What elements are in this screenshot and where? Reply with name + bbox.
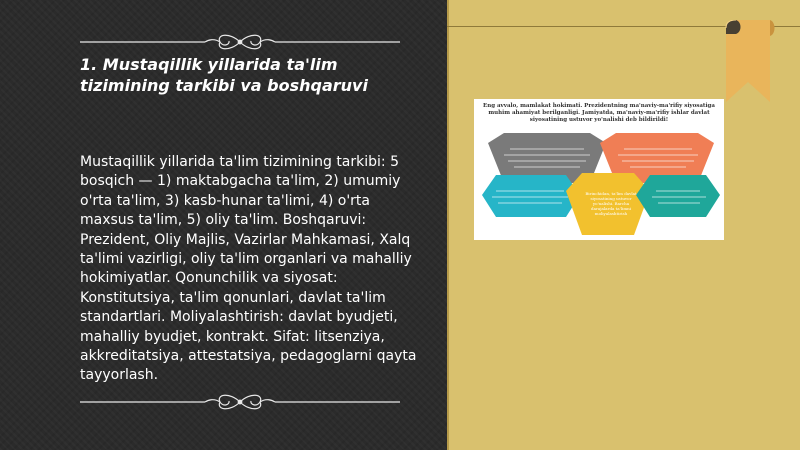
panel-divider xyxy=(447,0,449,450)
hexagon-diagram xyxy=(474,99,724,240)
slide-title: 1. Mustaqillik yillarida ta'lim tizimining tarkibi va boshqaruvi xyxy=(80,55,368,95)
hex-teal xyxy=(636,175,720,217)
scroll-flourish-icon xyxy=(80,30,400,54)
bookmark-ribbon-icon xyxy=(720,20,776,102)
infographic-caption: Eng avvalo, mamlakat hokimati. Prezidentning ma'naviy-ma'rifiy siyosatiga muhim ahamiyat berilganligi. Jamiyatda, ma'naviy-ma'rifiy ishlar davlat siyosatining ustuvor yo'nalishi deb bildirildi! xyxy=(483,103,715,123)
hex-blue xyxy=(482,175,580,217)
slide-body-text: Mustaqillik yillarida ta'lim tizimining tarkibi: 5 bosqich — 1) maktabgacha ta'lim, 2) umumiy o'rta ta'lim, 3) kasb-hunar ta'limi, 4) o'rta maxsus ta'lim, 5) oliy ta'lim. Boshqaruvi: Prezident, Oliy Majlis, Vazirlar Mahkamasi, Xalq ta'limi vazirligi, oliy ta'lim organlari va mahalliy hokimiyatlar. Qonunchilik va siyosat: Konstitutsiya, ta'lim qonunlari, davlat ta'lim standartlari. Moliyalashtirish: davlat byudjeti, mahalliy byudjet, kontrakt. Sifat: litsenziya, akkreditatsiya, attestatsiya, pedagoglarni qayta tayyorlash. xyxy=(80,154,417,384)
scroll-flourish-icon xyxy=(80,390,400,414)
center-hex-text: Birinchidan, ta'lim davlat siyosatining ustuvor yo'nalishi. Barcha darajalarda ta'limni moliyalashtirish xyxy=(585,191,637,216)
infographic-image xyxy=(474,99,724,240)
